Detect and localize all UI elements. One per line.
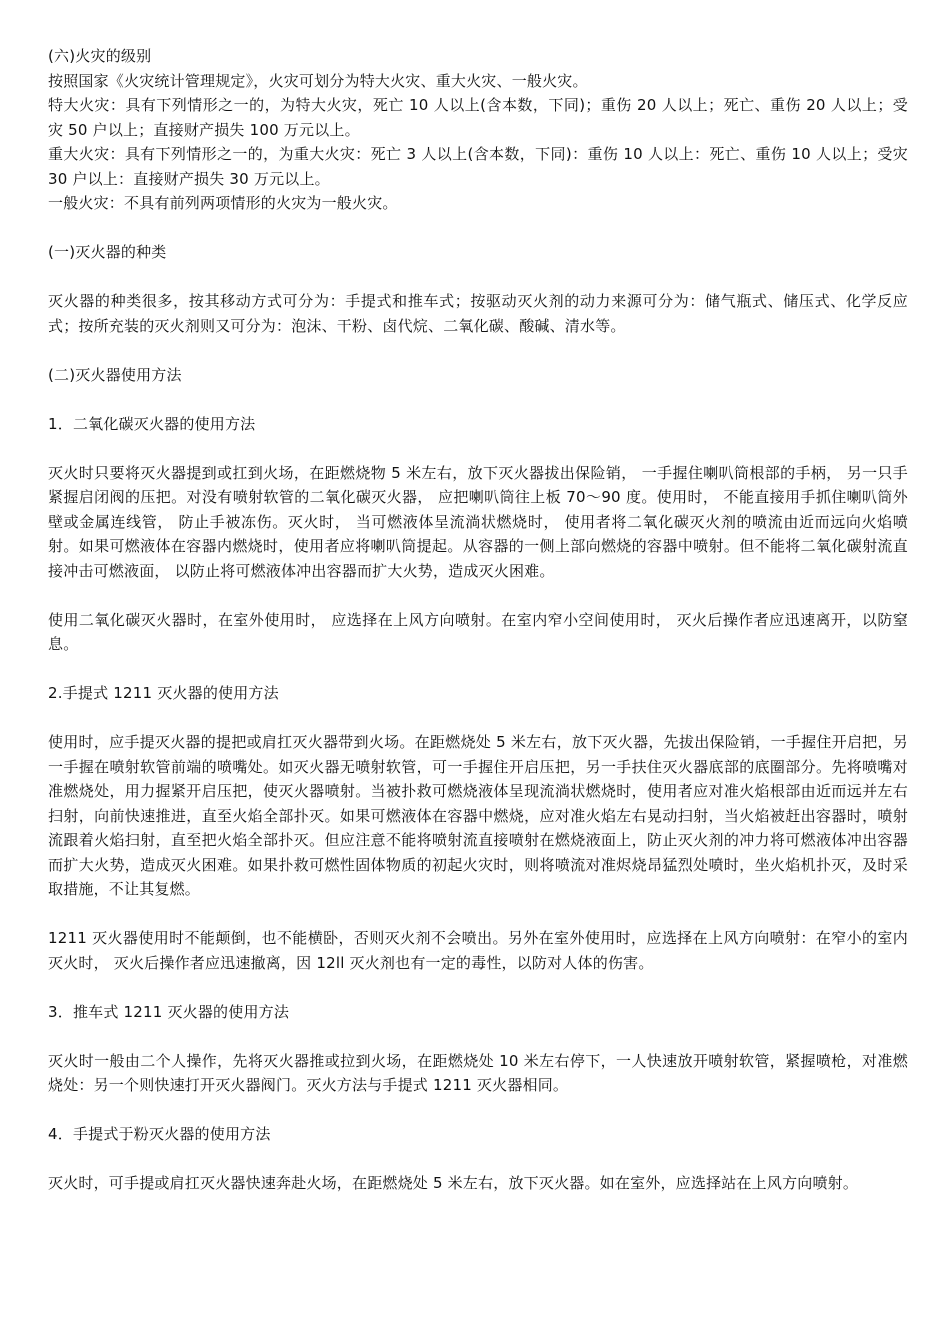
spacer — [48, 902, 908, 927]
spacer — [48, 265, 908, 290]
handheld-1211-note: 1211 灭火器使用时不能颠倒，也不能横卧，否则灭火剂不会喷出。另外在室外使用时，应选择在上风方向喷射：在窄小的室内灭火时， 灭火后操作者应迅速撤离，因 12ll 灭火剂也有一定的毒性，以防对人体的伤害。 — [48, 929, 908, 972]
spacer — [48, 387, 908, 412]
spacer — [48, 975, 908, 1000]
cart-1211-title: 3．推车式 1211 灭火器的使用方法 — [48, 1002, 290, 1021]
extinguisher-types-heading: (一)灭火器的种类 — [48, 243, 167, 261]
spacer — [48, 657, 908, 682]
major-fire-paragraph: 重大火灾：具有下列情形之一的，为重大火灾：死亡 3 人以上(含本数，下同)：重伤 10 人以上：死亡、重伤 10 人以上；受灾 30 户以上：直接财产损失 30 万元以上。 — [48, 145, 908, 188]
co2-usage-title: 1．二氧化碳灭火器的使用方法 — [48, 414, 256, 433]
handheld-1211-title: 2.手提式 1211 灭火器的使用方法 — [48, 684, 279, 702]
cart-1211-body: 灭火时一般由二个人操作，先将灭火器推或拉到火场，在距燃烧处 10 米左右停下，一人快速放开喷射软管，紧握喷枪，对准燃烧处：另一个则快速打开灭火器阀门。灭火方法与手提式 1211 灭火器相同。 — [48, 1051, 908, 1094]
handheld-1211-body: 使用时，应手提灭火器的提把或肩扛灭火器带到火场。在距燃烧处 5 米左右，放下灭火器，先拔出保险销，一手握住开启把，另一手握在喷射软管前端的喷嘴处。如灭火器无喷射软管，可一手握住开启压把，另一手扶住灭火器底部的底圈部分。先将喷嘴对准燃烧处，用力握紧开启压把，使灭火器喷射。当被扑救可燃烧液体呈现流淌状燃烧时，使用者应对准火焰根部由近而远并左右扫射，向前快速推进，直至火焰全部扑灭。如果可燃液体在容器中燃烧，应对准火焰左右晃动扫射，当火焰被赶出容器时，喷射流跟着火焰扫射，直至把火焰全部扑灭。但应注意不能将喷射流直接喷射在燃烧液面上，防止灭火剂的冲力将可燃液体冲出容器而扩大火势，造成灭火困难。如果扑救可燃性固体物质的初起火灾时，则将喷流对准烬烧昂猛烈处喷时，坐火焰机扑灭，及时采取措施，不让其复燃。 — [48, 733, 908, 898]
fire-level-intro: 按照国家《火灾统计管理规定》，火灾可划分为特大火灾、重大火灾、一般火灾。 — [48, 71, 588, 90]
document-page — [48, 44, 908, 1196]
usage-heading: (二)灭火器使用方法 — [48, 365, 182, 384]
spacer — [48, 338, 908, 363]
special-fire-paragraph: 特大火灾：具有下列情形之一的，为特大火灾，死亡 10 人以上(含本数，下同)；重伤 20 人以上；死亡、重伤 20 人以上；受灾 50 户以上；直接财产损失 100 万元以上。 — [48, 96, 908, 139]
spacer — [48, 1098, 908, 1123]
fire-level-heading: (六)火灾的级别 — [48, 47, 152, 65]
spacer — [48, 1024, 908, 1049]
extinguisher-types-body: 灭火器的种类很多，按其移动方式可分为：手提式和推车式；按驱动灭火剂的动力来源可分为：储气瓶式、储压式、化学反应式；按所充装的灭火剂则又可分为：泡沫、干粉、卤代烷、二氧化碳、酸碱、清水等。 — [48, 292, 908, 335]
spacer — [48, 583, 908, 608]
spacer — [48, 1147, 908, 1172]
co2-usage-note: 使用二氧化碳灭火器时，在室外使用时， 应选择在上风方向喷射。在室内窄小空间使用时， 灭火后操作者应迅速离开，以防窒息。 — [48, 610, 908, 653]
co2-usage-body: 灭火时只要将灭火器提到或扛到火场，在距燃烧物 5 米左右，放下灭火器拔出保险销， 一手握住喇叭筒根部的手柄， 另一只手紧握启闭阀的压把。对没有喷射软管的二氧化碳灭火器， 应把喇叭筒往上板 70～90 度。使用时， 不能直接用手抓住喇叭筒外壁或金属连线管， 防止手被冻伤。灭火时， 当可燃液体呈流淌状燃烧时， 使用者将二氧化碳灭火剂的喷流由近而远向火焰喷射。如果可燃液体在容器内燃烧时，使用者应将喇叭筒提起。从容器的一侧上部向燃烧的容器中喷射。但不能将二氧化碳射流直接冲击可燃液面， 以防止将可燃液体冲出容器而扩大火势，造成灭火困难。 — [48, 463, 908, 580]
spacer — [48, 216, 908, 241]
spacer — [48, 706, 908, 731]
general-fire-paragraph: 一般火灾：不具有前列两项情形的火灾为一般火灾。 — [48, 194, 398, 212]
powder-extinguisher-title: 4．手提式于粉灭火器的使用方法 — [48, 1125, 271, 1143]
powder-extinguisher-body: 灭火时，可手提或肩扛灭火器快速奔赴火场，在距燃烧处 5 米左右，放下灭火器。如在室外，应选择站在上风方向喷射。 — [48, 1174, 859, 1192]
spacer — [48, 436, 908, 461]
